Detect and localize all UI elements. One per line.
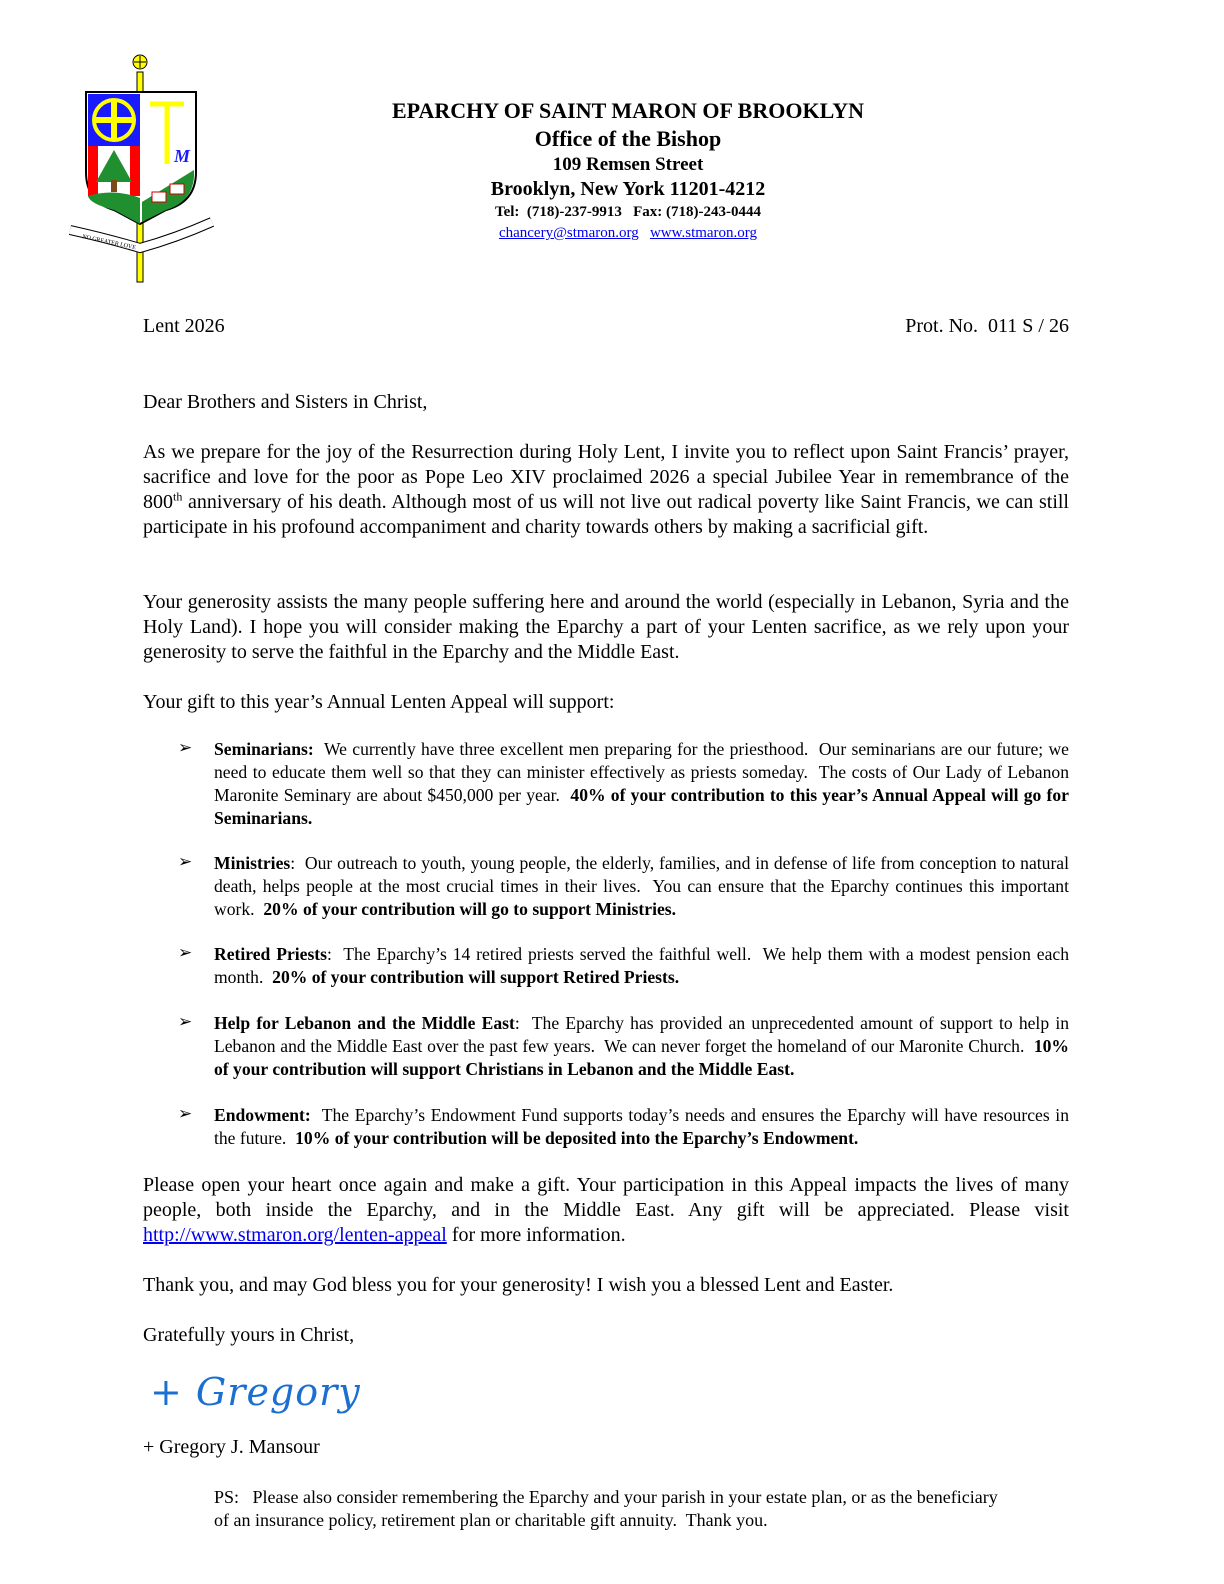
arrow-bullet-icon: ➢	[178, 1104, 193, 1123]
phone-fax: Tel: (718)-237-9913 Fax: (718)-243-0444	[494, 204, 762, 220]
eparchy-coat-of-arms	[66, 52, 216, 289]
salutation: Dear Brothers and Sisters in Christ,	[143, 391, 428, 413]
paragraph-generosity: Your generosity assists the many people suffering here and around the world (especially in Lebanon, Syria and the Holy Land). I hope you will consider making the Eparchy a part of your Lenten sacrifice, as we rely upon your generosity to serve the faithful in the Eparchy and the Middle East.	[143, 591, 1069, 663]
bullet-seminarians: Seminarians: We currently have three excellent men preparing for the priesthood. Our seminarians are our future; we need to educate them well so that they can minister effectively as priests someday. The costs of Our Lady of Lebanon Maronite Seminary are about $450,000 per year. 40% of your contribution to this year’s Annual Appeal will go for Seminarians.	[214, 739, 1074, 828]
street-address: 109 Remsen Street	[552, 154, 704, 175]
bullet-lebanon: Help for Lebanon and the Middle East: The Eparchy has provided an unprecedented amount of support to help in Lebanon and the Middle East over the past few years. We can never forget the homeland of our Maronite Church. 10% of your contribution will support Christians in Lebanon and the Middle East.	[214, 1013, 1074, 1079]
email-link[interactable]: chancery@stmaron.org	[498, 225, 639, 241]
paragraph-intro: As we prepare for the joy of the Resurrection during Holy Lent, I invite you to reflect upon Saint Francis’ prayer, sacrifice and love for the poor as Pope Leo XIV proclaimed 2026 a special Jubilee Year in remembrance of the 800th anniversary of his death. Although most of us will not live out radical poverty like Saint Francis, we can still participate in his profound accompaniment and charity towards others by making a sacrificial gift.	[143, 441, 1069, 538]
letter-date: Lent 2026	[143, 315, 225, 337]
bullet-retired-priests: Retired Priests: The Eparchy’s 14 retired priests served the faithful well. We help them with a modest pension each month. 20% of your contribution will support Retired Priests.	[214, 944, 1074, 987]
svg-text:NO GREATER LOVE: NO GREATER LOVE	[81, 234, 137, 252]
postscript: PS: Please also consider remembering the Eparchy and your parish in your estate plan, or as the beneficiary of an insurance policy, retirement plan or charitable gift annuity. Thank you.	[214, 1487, 1003, 1530]
svg-text:M: M	[174, 146, 191, 166]
contact-links	[330, 225, 926, 242]
arrow-bullet-icon: ➢	[178, 738, 193, 757]
arrow-bullet-icon: ➢	[178, 1012, 193, 1031]
bullet-ministries: Ministries: Our outreach to youth, young people, the elderly, families, and in defense of life from conception to natural death, helps people at the most crucial times in their lives. You can ensure that the Eparchy continues this important work. 20% of your contribution will go to support Ministries.	[214, 853, 1074, 919]
office-title: Office of the Bishop	[534, 126, 722, 151]
arrow-bullet-icon: ➢	[178, 852, 193, 871]
paragraph-appeal: Please open your heart once again and make a gift. Your participation in this Appeal impacts the lives of many people, both inside the Eparchy, and in the Middle East. Any gift will be appreciated. Please visit http://www.stmaron.org/lenten-appeal for more information.	[143, 1174, 1069, 1246]
handwritten-signature: + Gregory	[150, 1370, 361, 1414]
bullet-endowment: Endowment: The Eparchy’s Endowment Fund supports today’s needs and ensures the Eparchy will have resources in the future. 10% of your contribution will be deposited into the Eparchy’s Endowment.	[214, 1105, 1074, 1148]
lenten-appeal-link[interactable]: http://www.stmaron.org/lenten-appeal	[143, 1224, 447, 1246]
city-address: Brooklyn, New York 11201-4212	[490, 178, 766, 200]
paragraph-thanks: Thank you, and may God bless you for your generosity! I wish you a blessed Lent and Easter.	[143, 1274, 894, 1296]
eparchy-name: EPARCHY OF SAINT MARON OF BROOKLYN	[391, 98, 864, 123]
arrow-bullet-icon: ➢	[178, 943, 193, 962]
closing: Gratefully yours in Christ,	[143, 1324, 355, 1346]
protocol-number: Prot. No. 011 S / 26	[905, 315, 1069, 337]
website-link[interactable]: www.stmaron.org	[649, 225, 758, 241]
signer-name: + Gregory J. Mansour	[143, 1436, 320, 1458]
paragraph-support: Your gift to this year’s Annual Lenten Appeal will support:	[143, 691, 615, 713]
